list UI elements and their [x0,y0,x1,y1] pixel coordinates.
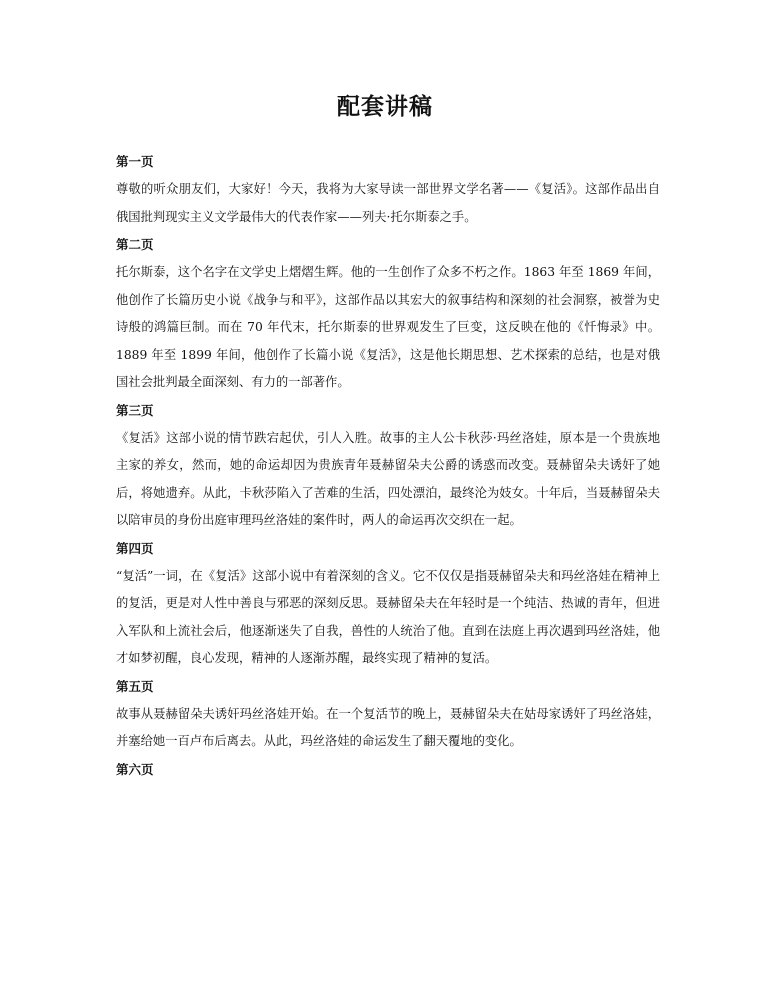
section-paragraph: 《复活》这部小说的情节跌宕起伏，引人入胜。故事的主人公卡秋莎·玛丝洛娃，原本是一个贵族地主家的养女，然而，她的命运却因为贵族青年聂赫留朵夫公爵的诱惑而改变。聂赫留朵夫诱奸了她后，将她遗弃。从此，卡秋莎陷入了苦难的生活，四处漂泊，最终沦为妓女。十年后，当聂赫留朵夫以陪审员的身份出庭审理玛丝洛娃的案件时，两人的命运再次交织在一起。 [116,430,660,527]
section-heading: 第六页 [116,761,154,777]
section-paragraph: 尊敬的听众朋友们，大家好！今天，我将为大家导读一部世界文学名著——《复活》。这部作品出自俄国批判现实主义文学最伟大的代表作家——列夫·托尔斯泰之手。 [116,182,660,224]
document-body [116,152,660,784]
section-1 [116,152,660,231]
section-heading: 第四页 [116,540,154,556]
document-title: 配套讲稿 [337,93,433,120]
section-paragraph: “复活”一词，在《复活》这部小说中有着深刻的含义。它不仅仅是指聂赫留朵夫和玛丝洛娃在精神上的复活，更是对人性中善良与邪恶的深刻反思。聂赫留朵夫在年轻时是一个纯洁、热诚的青年，但进入军队和上流社会后，他逐渐迷失了自我，兽性的人统治了他。直到在法庭上再次遇到玛丝洛娃，他才如梦初醒，良心发现，精神的人逐渐苏醒，最终实现了精神的复活。 [116,568,660,665]
section-3 [116,401,660,535]
section-heading: 第三页 [116,402,154,418]
section-heading: 第五页 [116,678,154,694]
section-heading: 第二页 [116,237,154,252]
section-paragraph: 托尔斯泰，这个名字在文学史上熠熠生辉。他的一生创作了众多不朽之作。1863 年至 1869 年间，他创作了长篇历史小说《战争与和平》，这部作品以其宏大的叙事结构和深刻的社会洞察，被誉为史诗般的鸿篇巨制。而在 70 年代末，托尔斯泰的世界观发生了巨变，这反映在他的《忏悔录》中。1889 年至 1899 年间，他创作了长篇小说《复活》，这是他长期思想、艺术探索的总结，也是对俄国社会批判最全面深刻、有力的一部著作。 [116,265,660,389]
section-4 [116,539,660,673]
section-2 [116,235,660,397]
section-heading: 第一页 [116,154,154,169]
section-5 [116,677,660,756]
section-paragraph: 故事从聂赫留朵夫诱奸玛丝洛娃开始。在一个复活节的晚上，聂赫留朵夫在姑母家诱奸了玛丝洛娃，并塞给她一百卢布后离去。从此，玛丝洛娃的命运发生了翻天覆地的变化。 [116,706,660,748]
section-6 [116,760,660,780]
